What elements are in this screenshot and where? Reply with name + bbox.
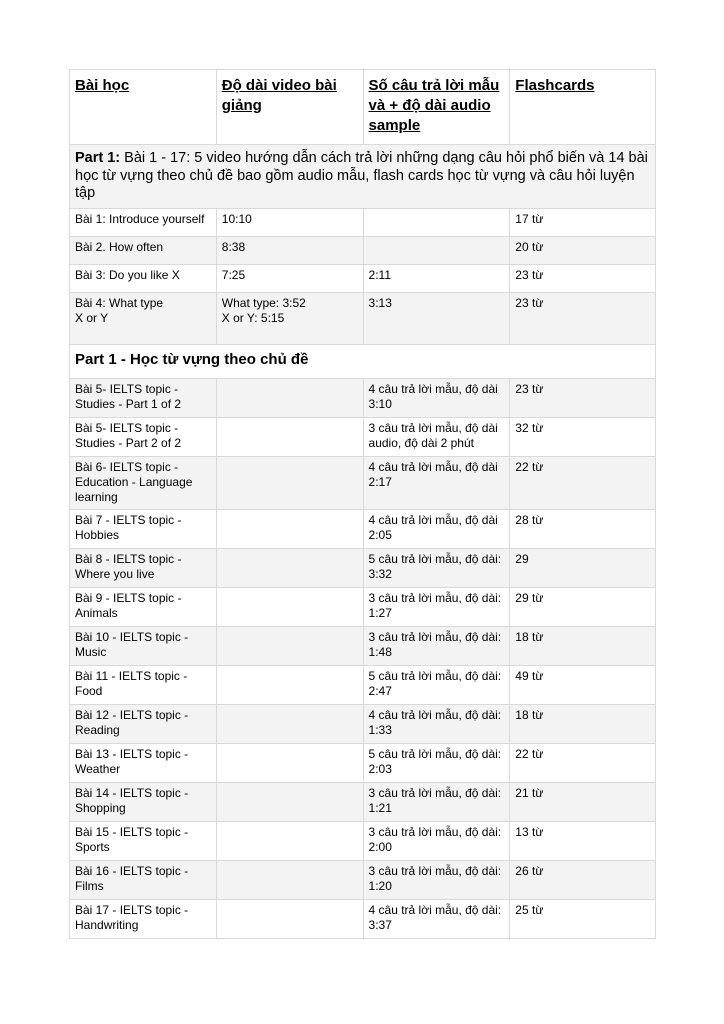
cell-lesson: Bài 2. How often (70, 236, 217, 264)
table-row (70, 821, 656, 860)
cell-audio: 3 câu trả lời mẫu, độ dài: 1:21 (363, 782, 510, 821)
cell-lesson: Bài 10 - IELTS topic - Music (70, 626, 217, 665)
cell-video (216, 821, 363, 860)
cell-audio: 2:11 (363, 264, 510, 292)
cell-flashcards: 18 từ (510, 704, 656, 743)
cell-lesson: Bài 17 - IELTS topic - Handwriting (70, 899, 217, 938)
cell-audio: 5 câu trả lời mẫu, độ dài: 2:03 (363, 743, 510, 782)
cell-flashcards: 18 từ (510, 626, 656, 665)
cell-video: 8:38 (216, 236, 363, 264)
cell-audio: 3 câu trả lời mẫu, độ dài: 1:20 (363, 860, 510, 899)
part1-section-row (70, 145, 656, 209)
table-row (70, 782, 656, 821)
cell-lesson: Bài 1: Introduce yourself (70, 208, 217, 236)
cell-video (216, 587, 363, 626)
cell-audio (363, 236, 510, 264)
cell-video (216, 548, 363, 587)
table-row (70, 236, 656, 264)
cell-video: 10:10 (216, 208, 363, 236)
cell-video (216, 860, 363, 899)
cell-audio: 3 câu trả lời mẫu, độ dài: 1:48 (363, 626, 510, 665)
course-table-body (70, 70, 656, 939)
cell-flashcards: 13 từ (510, 821, 656, 860)
cell-flashcards: 23 từ (510, 378, 656, 417)
cell-lesson: Bài 15 - IELTS topic - Sports (70, 821, 217, 860)
table-row (70, 292, 656, 344)
cell-video (216, 782, 363, 821)
cell-audio: 3:13 (363, 292, 510, 344)
cell-audio: 5 câu trả lời mẫu, độ dài: 3:32 (363, 548, 510, 587)
cell-flashcards: 26 từ (510, 860, 656, 899)
cell-flashcards: 29 (510, 548, 656, 587)
cell-video (216, 378, 363, 417)
table-row (70, 860, 656, 899)
cell-audio: 4 câu trả lời mẫu, độ dài 2:17 (363, 456, 510, 509)
cell-lesson: Bài 5- IELTS topic - Studies - Part 2 of 2 (70, 417, 217, 456)
part1-vocab-section-row (70, 344, 656, 378)
cell-audio: 4 câu trả lời mẫu, độ dài 2:05 (363, 509, 510, 548)
cell-flashcards: 22 từ (510, 456, 656, 509)
cell-lesson: Bài 8 - IELTS topic - Where you live (70, 548, 217, 587)
table-row (70, 378, 656, 417)
cell-video (216, 626, 363, 665)
table-row (70, 704, 656, 743)
part1-description: Bài 1 - 17: 5 video hướng dẫn cách trả lời những dạng câu hỏi phổ biến và 14 bài học từ vựng theo chủ đề bao gồm audio mẫu, flash cards học từ vựng và câu hỏi luyện tập (75, 150, 648, 201)
cell-flashcards: 22 từ (510, 743, 656, 782)
cell-video (216, 509, 363, 548)
cell-flashcards: 21 từ (510, 782, 656, 821)
table-row (70, 743, 656, 782)
cell-audio: 4 câu trả lời mẫu, độ dài 3:10 (363, 378, 510, 417)
cell-flashcards: 32 từ (510, 417, 656, 456)
table-row (70, 548, 656, 587)
table-row (70, 626, 656, 665)
cell-lesson: Bài 7 - IELTS topic - Hobbies (70, 509, 217, 548)
table-row (70, 264, 656, 292)
cell-audio: 3 câu trả lời mẫu, độ dài: 1:27 (363, 587, 510, 626)
cell-flashcards: 28 từ (510, 509, 656, 548)
cell-audio: 4 câu trả lời mẫu, độ dài: 1:33 (363, 704, 510, 743)
cell-flashcards: 29 từ (510, 587, 656, 626)
header-flashcards: Flashcards (510, 70, 656, 145)
cell-lesson: Bài 6- IELTS topic - Education - Language learning (70, 456, 217, 509)
cell-video (216, 899, 363, 938)
cell-flashcards: 23 từ (510, 292, 656, 344)
cell-video (216, 743, 363, 782)
cell-flashcards: 49 từ (510, 665, 656, 704)
table-row (70, 665, 656, 704)
header-video-length: Độ dài video bài giảng (216, 70, 363, 145)
table-row (70, 456, 656, 509)
cell-video: What type: 3:52 X or Y: 5:15 (216, 292, 363, 344)
cell-lesson: Bài 3: Do you like X (70, 264, 217, 292)
cell-lesson: Bài 13 - IELTS topic - Weather (70, 743, 217, 782)
cell-flashcards: 25 từ (510, 899, 656, 938)
cell-audio: 5 câu trả lời mẫu, độ dài: 2:47 (363, 665, 510, 704)
cell-lesson: Bài 16 - IELTS topic - Films (70, 860, 217, 899)
table-row (70, 899, 656, 938)
table-row (70, 509, 656, 548)
cell-lesson: Bài 12 - IELTS topic - Reading (70, 704, 217, 743)
part1-vocab-title: Part 1 - Học từ vựng theo chủ đề (70, 344, 656, 378)
table-row (70, 417, 656, 456)
cell-lesson: Bài 5- IELTS topic - Studies - Part 1 of 2 (70, 378, 217, 417)
course-table (69, 69, 656, 939)
cell-flashcards: 20 từ (510, 236, 656, 264)
part1-label: Part 1: (75, 150, 121, 166)
table-row (70, 208, 656, 236)
cell-lesson: Bài 9 - IELTS topic - Animals (70, 587, 217, 626)
cell-lesson: Bài 4: What type X or Y (70, 292, 217, 344)
cell-audio (363, 208, 510, 236)
cell-video (216, 456, 363, 509)
cell-flashcards: 23 từ (510, 264, 656, 292)
header-lesson: Bài học (70, 70, 217, 145)
cell-video (216, 665, 363, 704)
header-row (70, 70, 656, 145)
cell-video (216, 417, 363, 456)
cell-audio: 3 câu trả lời mẫu, độ dài audio, độ dài 2 phút (363, 417, 510, 456)
cell-audio: 4 câu trả lời mẫu, độ dài: 3:37 (363, 899, 510, 938)
cell-lesson: Bài 14 - IELTS topic - Shopping (70, 782, 217, 821)
table-row (70, 587, 656, 626)
cell-flashcards: 17 từ (510, 208, 656, 236)
part1-section-cell (70, 145, 656, 209)
cell-audio: 3 câu trả lời mẫu, độ dài: 2:00 (363, 821, 510, 860)
header-sample-answers: Số câu trả lời mẫu và + độ dài audio sample (363, 70, 510, 145)
cell-lesson: Bài 11 - IELTS topic - Food (70, 665, 217, 704)
cell-video: 7:25 (216, 264, 363, 292)
cell-video (216, 704, 363, 743)
